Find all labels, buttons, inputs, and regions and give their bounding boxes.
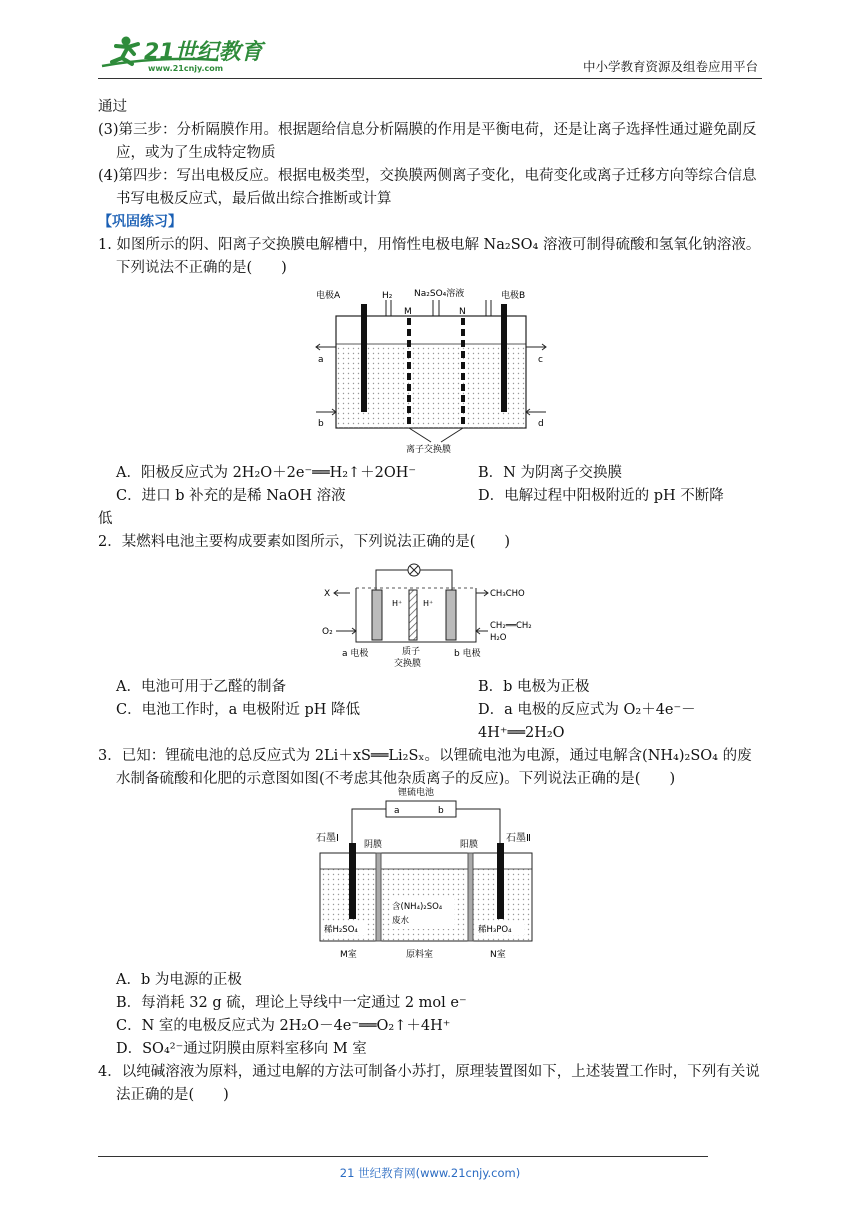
footer-divider (98, 1156, 708, 1157)
label-terminal-b: b (438, 806, 444, 816)
label-h-left: H⁺ (392, 599, 403, 608)
page-header (98, 28, 762, 79)
q3-option-c: C．N 室的电极反应式为 2H₂O－4e⁻══O₂↑＋4H⁺ (116, 1018, 451, 1034)
label-battery: 锂硫电池 (398, 788, 435, 798)
label-b: b (318, 419, 324, 429)
label-proton: 质子 (402, 647, 421, 657)
step3-text: (3)第三步：分析隔膜作用。根据题给信息分析隔膜的作用是平衡电荷，还是让离子选择性通过避免副反应，或为了生成特定物质 (98, 122, 757, 161)
q3-options (98, 969, 764, 1061)
label-h2: H₂ (382, 291, 393, 301)
intro-continuation: 通过 (98, 99, 127, 115)
q1-option-c: C．进口 b 补充的是稀 NaOH 溶液 (116, 488, 346, 504)
q3-option-a: A．b 为电源的正极 (116, 972, 242, 988)
q1-option-b: B．N 为阴离子交换膜 (478, 465, 622, 481)
q2-fuel-cell-diagram (316, 560, 546, 670)
label-cation-membrane: 阳膜 (460, 840, 479, 850)
graphite-2 (497, 843, 504, 919)
label-anion-membrane: 阴膜 (364, 840, 383, 850)
label-n: N (459, 307, 466, 317)
label-electrode-a: 电极A (316, 291, 341, 301)
anion-membrane (376, 853, 381, 941)
electrode-b (501, 304, 507, 412)
label-raw-room: 原料室 (406, 950, 434, 960)
label-ch3cho: CH₃CHO (490, 589, 525, 599)
q3-stem: 3．已知：锂硫电池的总反应式为 2Li＋xS══Li₂Sₓ。以锂硫电池为电源，通过电解含(NH₄)₂SO₄ 的废水制备硫酸和化肥的示意图如图(不考虑其他杂质离子的反应)。下列说法正确的是( ) (98, 748, 752, 787)
logo (98, 32, 268, 74)
label-dilute-h2so4: 稀H₂SO₄ (324, 925, 358, 935)
q1-option-d: D．电解过程中阳极附近的 pH 不断降 (478, 488, 724, 504)
q1-option-d-cont: 低 (98, 511, 113, 527)
document-body (98, 96, 764, 1107)
footer-text[interactable]: 21 世纪教育网(www.21cnjy.com) (339, 1166, 521, 1180)
label-o2: O₂ (322, 627, 333, 637)
logo-text: 21世纪教育 (144, 40, 263, 65)
q2-option-b: B．b 电极为正极 (478, 679, 590, 695)
a-electrode (372, 590, 382, 640)
q1-electrolysis-diagram (306, 286, 556, 456)
label-terminal-a: a (394, 806, 400, 816)
label-graphite-1: 石墨Ⅰ (316, 833, 339, 844)
platform-name: 中小学教育资源及组卷应用平台 (582, 59, 758, 74)
label-h2o: H₂O (490, 633, 507, 643)
label-membrane: 离子交换膜 (406, 445, 452, 455)
runner-icon-head (122, 37, 131, 46)
label-x: X (324, 589, 331, 599)
label-a: a (318, 355, 324, 365)
q2-stem: 2．某燃料电池主要构成要素如图所示，下列说法正确的是( ) (98, 534, 511, 550)
q3-option-b: B．每消耗 32 g 硫，理论上导线中一定通过 2 mol e⁻ (116, 995, 467, 1011)
cation-membrane (468, 853, 473, 941)
label-a-electrode: a 电极 (342, 649, 369, 659)
q4-stem: 4．以纯碱溶液为原料，通过电解的方法可制备小苏打，原理装置图如下，上述装置工作时，下列有关说法正确的是( ) (98, 1064, 760, 1103)
q2-option-a: A．电池可用于乙醛的制备 (116, 679, 286, 695)
label-ammonium-sulfate: 含(NH₄)₂SO₄ (392, 902, 443, 912)
q1-option-a: A．阳极反应式为 2H₂O＋2e⁻══H₂↑＋2OH⁻ (116, 465, 417, 481)
label-h-right: H⁺ (423, 599, 434, 608)
label-dilute-h3po4: 稀H₃PO₄ (478, 925, 512, 935)
b-electrode (446, 590, 456, 640)
q3-electrolysis-diagram (316, 788, 546, 963)
label-wastewater: 废水 (392, 916, 410, 926)
logo-url: www.21cnjy.com (148, 64, 224, 73)
electrode-a (361, 304, 367, 412)
label-d: d (538, 419, 544, 429)
graphite-1 (349, 843, 356, 919)
label-b-electrode: b 电极 (454, 649, 481, 659)
label-c: c (538, 355, 543, 365)
q1-stem: 1. 如图所示的阴、阳离子交换膜电解槽中，用惰性电极电解 Na₂SO₄ 溶液可制得硫酸和氢氧化钠溶液。下列说法不正确的是( ) (98, 237, 761, 276)
label-exchange-membrane: 交换膜 (394, 659, 422, 669)
section-title: 【巩固练习】 (98, 214, 182, 230)
label-n-room: N室 (490, 950, 506, 960)
label-m: M (404, 307, 412, 317)
label-electrode-b: 电极B (501, 291, 526, 301)
label-m-room: M室 (340, 950, 357, 960)
label-ethylene: CH₂══CH₂ (490, 621, 532, 631)
q2-option-c: C．电池工作时，a 电极附近 pH 降低 (116, 702, 360, 718)
q1-options (98, 462, 764, 508)
q2-option-d: D．a 电极的反应式为 O₂＋4e⁻－4H⁺══2H₂O (478, 702, 696, 741)
q3-option-d: D．SO₄²⁻通过阴膜由原料室移向 M 室 (116, 1041, 367, 1057)
proton-membrane (409, 590, 417, 640)
q2-options (98, 676, 764, 745)
step4-text: (4)第四步：写出电极反应。根据电极类型，交换膜两侧离子变化，电荷变化或离子迁移方向等综合信息书写电极反应式，最后做出综合推断或计算 (98, 168, 757, 207)
label-na2so4: Na₂SO₄溶液 (414, 289, 465, 299)
label-graphite-2: 石墨Ⅱ (506, 833, 531, 844)
